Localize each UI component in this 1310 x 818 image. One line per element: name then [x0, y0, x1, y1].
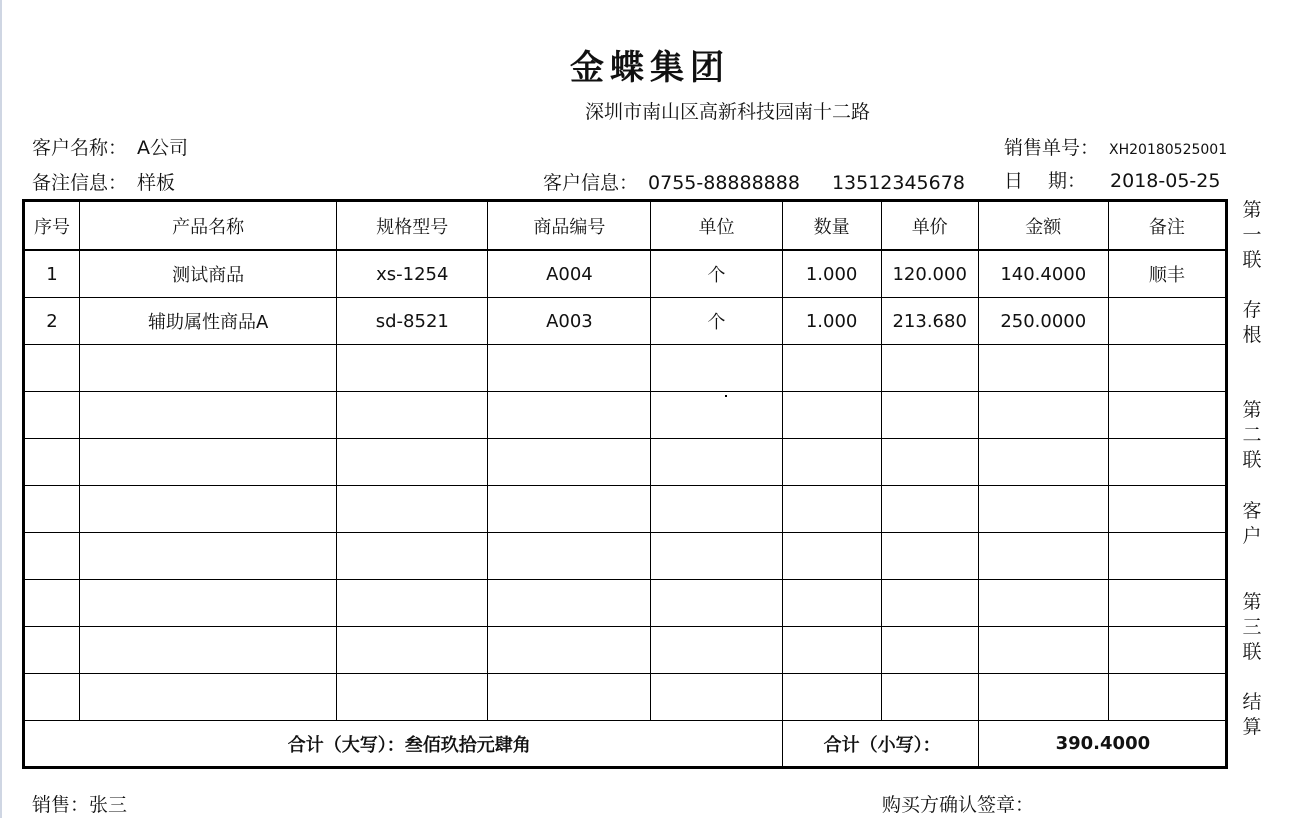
- cell-seq: [24, 627, 80, 674]
- page-left-border: [0, 0, 2, 818]
- cell-unit-price: 213.680: [881, 298, 978, 345]
- cell-qty: 1.000: [782, 298, 881, 345]
- table-row: [24, 533, 1227, 580]
- cell-amount: [978, 533, 1108, 580]
- cell-spec: [337, 486, 488, 533]
- cell-unit: [651, 392, 782, 439]
- cell-item-code: [488, 580, 651, 627]
- customer-phone2: 13512345678: [831, 172, 965, 194]
- cell-remark: 顺丰: [1108, 250, 1226, 298]
- cell-seq: [24, 345, 80, 392]
- table-row: [24, 298, 1227, 345]
- cell-product-name: [80, 627, 337, 674]
- table-row: [24, 250, 1227, 298]
- copy2-label: 第二联: [1242, 399, 1262, 471]
- sales-no-value: XH20180525001: [1109, 142, 1228, 158]
- cell-unit-price: [881, 439, 978, 486]
- cell-unit-price: 120.000: [881, 250, 978, 298]
- cell-seq: [24, 674, 80, 721]
- table-row: [24, 345, 1227, 392]
- cell-unit: [651, 580, 782, 627]
- copy1-label: 第一联: [1242, 199, 1262, 271]
- cell-unit-price: [881, 533, 978, 580]
- total-lower-value: 390.4000: [1055, 733, 1151, 754]
- cell-unit: [651, 439, 782, 486]
- cell-item-code: A003: [488, 298, 651, 345]
- cell-product-name: [80, 345, 337, 392]
- table-header-row: [24, 201, 1227, 251]
- customer-info-field: [543, 168, 965, 195]
- total-lower-label: 合计（小写）：: [823, 734, 941, 756]
- cell-unit: [651, 674, 782, 721]
- cell-qty: [782, 674, 881, 721]
- cell-amount: [978, 392, 1108, 439]
- cell-remark: [1108, 298, 1226, 345]
- cell-unit: [651, 627, 782, 674]
- cell-seq: [24, 580, 80, 627]
- date-field: [1004, 166, 1220, 193]
- cell-unit: [651, 345, 782, 392]
- remark-field: [32, 168, 175, 195]
- cell-product-name: [80, 674, 337, 721]
- cell-spec: [337, 674, 488, 721]
- total-upper-label: 合计（大写）：: [287, 734, 405, 756]
- totals-row: [24, 721, 1227, 768]
- remark-label: 备注信息：: [32, 172, 128, 194]
- cell-amount: [978, 439, 1108, 486]
- header-unit-price: 单价: [881, 201, 978, 251]
- customer-name-label: 客户名称：: [32, 137, 128, 159]
- cell-spec: [337, 392, 488, 439]
- cell-seq: 1: [24, 250, 80, 298]
- header-unit: 单位: [651, 201, 782, 251]
- cell-unit: [651, 533, 782, 580]
- sales-no-field: [1004, 133, 1227, 160]
- cell-product-name: [80, 533, 337, 580]
- company-title: 金蝶集团: [570, 48, 730, 88]
- customer-info-label: 客户信息：: [543, 172, 639, 194]
- customer-phone1: 0755-88888888: [648, 172, 800, 194]
- cell-spec: [337, 580, 488, 627]
- cell-amount: [978, 627, 1108, 674]
- cell-amount: 140.4000: [978, 250, 1108, 298]
- company-address: 深圳市南山区高新科技园南十二路: [585, 101, 871, 123]
- total-lower-label-cell: [782, 721, 978, 768]
- copy3-label: 第三联: [1242, 591, 1262, 663]
- buyer-sign-label: 购买方确认签章：: [882, 794, 1035, 816]
- cell-spec: sd-8521: [337, 298, 488, 345]
- sales-no-label: 销售单号：: [1004, 137, 1100, 159]
- cell-qty: [782, 392, 881, 439]
- header-item-code: 商品编号: [488, 201, 651, 251]
- cell-product-name: [80, 439, 337, 486]
- customer-name-field: [32, 133, 188, 160]
- customer-name-value: A公司: [137, 137, 189, 159]
- cell-seq: [24, 533, 80, 580]
- cell-unit-price: [881, 580, 978, 627]
- cell-remark: [1108, 580, 1226, 627]
- table-row: [24, 486, 1227, 533]
- cell-item-code: [488, 486, 651, 533]
- cell-unit-price: [881, 345, 978, 392]
- cell-remark: [1108, 345, 1226, 392]
- sales-person-label: 销售：: [32, 794, 90, 816]
- table-row: [24, 392, 1227, 439]
- cell-qty: [782, 345, 881, 392]
- date-value: 2018-05-25: [1110, 170, 1221, 192]
- cell-qty: [782, 486, 881, 533]
- header-product-name: 产品名称: [80, 201, 337, 251]
- cell-seq: [24, 392, 80, 439]
- cell-item-code: [488, 439, 651, 486]
- cell-remark: [1108, 439, 1226, 486]
- cell-qty: 1.000: [782, 250, 881, 298]
- sales-person-value: 张三: [89, 794, 128, 816]
- cell-seq: [24, 486, 80, 533]
- cell-item-code: [488, 345, 651, 392]
- total-upper-cell: [24, 721, 783, 768]
- header-spec: 规格型号: [337, 201, 488, 251]
- cell-remark: [1108, 533, 1226, 580]
- cell-seq: [24, 439, 80, 486]
- cell-unit: 个: [651, 298, 782, 345]
- cell-product-name: [80, 392, 337, 439]
- cell-amount: 250.0000: [978, 298, 1108, 345]
- cell-spec: [337, 439, 488, 486]
- cell-item-code: [488, 392, 651, 439]
- cell-remark: [1108, 486, 1226, 533]
- sales-person-field: [32, 790, 127, 817]
- cell-item-code: [488, 674, 651, 721]
- cell-amount: [978, 486, 1108, 533]
- total-lower-value-cell: [978, 721, 1226, 768]
- cell-unit-price: [881, 674, 978, 721]
- copy2-desc: 客户: [1242, 500, 1262, 547]
- cell-seq: 2: [24, 298, 80, 345]
- cell-product-name: [80, 486, 337, 533]
- cell-spec: [337, 533, 488, 580]
- cell-unit: [651, 486, 782, 533]
- cell-item-code: [488, 627, 651, 674]
- cell-spec: xs-1254: [337, 250, 488, 298]
- cell-remark: [1108, 627, 1226, 674]
- cell-qty: [782, 627, 881, 674]
- cell-qty: [782, 533, 881, 580]
- cell-unit-price: [881, 486, 978, 533]
- cell-unit-price: [881, 392, 978, 439]
- table-row: [24, 439, 1227, 486]
- cell-product-name: 辅助属性商品A: [80, 298, 337, 345]
- date-label: 日 期：: [1004, 170, 1087, 192]
- total-upper-value: 叁佰玖拾元肆角: [404, 734, 531, 756]
- table-body: [24, 250, 1227, 721]
- cell-spec: [337, 627, 488, 674]
- table-row: [24, 627, 1227, 674]
- copy3-desc: 结算: [1242, 691, 1262, 738]
- cell-qty: [782, 580, 881, 627]
- cell-item-code: A004: [488, 250, 651, 298]
- table-header: [24, 201, 1227, 251]
- cell-spec: [337, 345, 488, 392]
- sales-items-table: [22, 199, 1228, 769]
- cell-unit: 个: [651, 250, 782, 298]
- header-qty: 数量: [782, 201, 881, 251]
- cell-unit-price: [881, 627, 978, 674]
- cell-item-code: [488, 533, 651, 580]
- cell-amount: [978, 674, 1108, 721]
- remark-value: 样板: [137, 172, 176, 194]
- table-row: [24, 674, 1227, 721]
- table-row: [24, 580, 1227, 627]
- cell-amount: [978, 580, 1108, 627]
- cell-qty: [782, 439, 881, 486]
- cell-product-name: [80, 580, 337, 627]
- header-amount: 金额: [978, 201, 1108, 251]
- cell-remark: [1108, 392, 1226, 439]
- copy1-desc: 存根: [1242, 299, 1262, 346]
- stray-dot: [725, 395, 727, 397]
- cell-amount: [978, 345, 1108, 392]
- cell-remark: [1108, 674, 1226, 721]
- cell-product-name: 测试商品: [80, 250, 337, 298]
- header-remark: 备注: [1108, 201, 1226, 251]
- header-seq: 序号: [24, 201, 80, 251]
